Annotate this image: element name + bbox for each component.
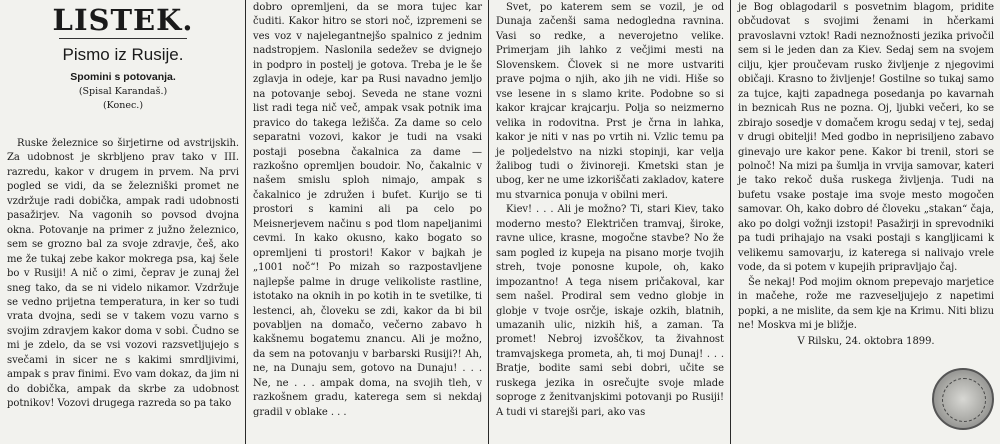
paragraph: Ruske železnice so širjetirne od avstrijskih. Za udobnost je skrbljeno prav tako v III. razredu, kakor v drugem in prvem. Na prvi pogled se vidi, da se železniški promet ne vzdržuje radi dobička, ampak radi udobnosti pasažirjev. Na vagonih so povsod dvojna okna. Potovanje na primer z južno železnico, sem se grozno bal za svoje zdravje, češ, ako me že tukaj zebe kakor mokrega psa, kaj šele bo v Rusiji! A nič o zimi, čeprav je zunaj žel sneg tako, da se ni videlo nikamor. Vzdržuje se vedno prijetna temperatura, in ker so tudi vrata dvojna, sedi se v takem vozu varno s svojim zdravjem kakor doma v sobi. Čudno se mi je zdelo, da se vsi vozovi razsvetljujejo s svečami in sicer ne s kakimi smrdljivimi, ampak s prav finimi. Evo vam dokaz, da jim ni do dobička, ampak da skrbe za udobnost potnikov! Vozovi drugega razreda so pa tako — [7, 138, 239, 410]
article-subtitle: Spomini s potovanja. — [70, 71, 176, 83]
paragraph: dobro opremljeni, da se mora tujec kar čuditi. Kakor hitro se stori noč, izpremeni se ves voz v najelegantnejšo spalnico z jednim nadstropjem. Naslonila sedežev se dvignejo in podpro in postelj je gotova. Treba je le še zglavja in odeje, kar pa Rusi navadno jemljo na potovanje seboj. Seveda ne stane vozni list radi tega nič več, ampak vsak potnik ima pravico do takega ležišča. Za dame so celo separatni vozovi, kakor je tudi na vsaki postaji posebna čakalnica za dame — razkošno opremljen boudoir. No, čakalnic v našem smislu sploh nimajo, ampak s čakalnico je združen i bufet. Kurijo se ti prostori s kamini ali pa celo po Meisnerjevem načinu s pod tlom napeljanimi cevmi. In kako okusno, kako bogato so opremljeni ti prostori! Kakor v bajkah je „1001 noč“! Po mizah so razpostavljene najlepše palme in druge velikoliste rastline, istotako na oknih in po kotih in te svetilke, ti lestenci, ah, človeku se zdi, kakor da bi bil povabljen na domačo, večerno zabavo h kakšnemu bogatemu znancu. Ali je možno, da sem na potovanju v barbarski Rusiji?! Ah, ne, na Dunaju sem, gotovo na Dunaju! . . . Ne, ne . . . ampak doma, na svojih tleh, v razkošnem gradu, katerega sem si nekdaj gradil v oblake . . . — [253, 2, 482, 418]
paragraph: je Bog oblagodaril s posvetnim blagom, pridite občudovat s svojimi ženami in hčerkami pravoslavni vztok! Radi neznožnosti jezika privočil sem si le jeden dan za Kiev. Sedaj sem na svojem cilju, kjer proučevam rusko življenje z njegovimi običaji. Krasno to življenje! Gostilne so tukaj samo za tujce, kajti zapadnega posedanja po kavarnah in beznicah Rus ne pozna. Oj, ljubki večeri, ko se zbirajo sosedje v domačem krogu sedaj v tej, sedaj v drugi obitelji! Med godbo in neprisiljeno zabavo ginevajo ure kakor pene. Kakor bi trenil, stori se polnoč! Na mizi pa šumlja in vrvija samovar, kateri je tako rekoč duša ruskega življenja. Tudi na bufetu vsake postaje ima svoje mesto mogočen samovar. Oh, kako dobro dé človeku „stakan“ čaja, ako po dolgi vožnji izstopi! Pasažirji in sprevodniki pa tudi prihajajo na vsaki postaji s kangljicami k velikemu samovarju, iz katerega si nalivajo vrele vode, da si potem v kupejih pripravljajo čaj. — [738, 2, 994, 274]
column-2 — [246, 0, 488, 444]
article-title: Pismo iz Rusije. — [62, 45, 184, 64]
paragraph: Svet, po katerem sem se vozil, je od Dunaja začenši sama nedogledna ravnina. Vasi so redke, a neverojetno velike. Primerjam jih lahko z večjimi mesti na Slovenskem. Človek si ne more ustvariti prave pojma o njih, ako jih ne vidi. Hiše so vse lesene in s slamo krite. Podobne so si kakor krajcar krajcarju. Polja so neizmerno velika in rodovitna. Prst je črna in lahka, kakor je niti v nas po vrtih ni. Vzlic temu pa je poljedelstvo na nizki stopinji, kar velja žalibog tudi o živinoreji. Kmetski stan je ubog, ker ne ume izkoriščati zakladov, katere mu stvarnica ponuja v obilni meri. — [496, 2, 724, 201]
feuilleton-title: LISTEK. — [52, 3, 194, 37]
column-1 — [0, 0, 245, 444]
paragraph: Kiev! . . . Ali je možno? Ti, stari Kiev, tako moderno mesto? Električen tramvaj, široke, ravne ulice, krasne, mogočne stavbe? No že sam pogled iz kupeja na pisano morje tvojih streh, tvoje ponosne kupole, oh, kako impozantno! A tega nisem pričakoval, kar sem našel. Prodiral sem vedno globje in globje v tvoje osrčje, iskaje ozkih, blatnih, umazanih ulic, nizkih hiš, a zaman. Ta promet! Nebroj izvoščkov, ta živahnost tramvajskega prometa, ah, ti moj Dunaj! . . . Bratje, bodite sami sebi dobri, učite se ruskega jezika in osrečujte svoje mlade soproge z ženitvanjskimi potovanji po Rusiji! A tudi vi starejši pari, ako vas — [496, 204, 724, 418]
column-3 — [489, 0, 730, 444]
library-stamp-icon — [932, 368, 994, 430]
title-underline — [59, 38, 187, 39]
continued-note: (Konec.) — [102, 100, 144, 111]
paragraph: Še nekaj! Pod mojim oknom prepevajo marjetice in mačehe, rože me razveseljujejo z napetimi popki, a ne mislite, da sem kje na Krimu. Niti blizu ne! Moskva mi je bližje. — [738, 276, 994, 331]
signature-line: V Rilsku, 24. oktobra 1899. — [797, 336, 935, 348]
author-line: (Spisal Karandaš.) — [78, 86, 168, 97]
